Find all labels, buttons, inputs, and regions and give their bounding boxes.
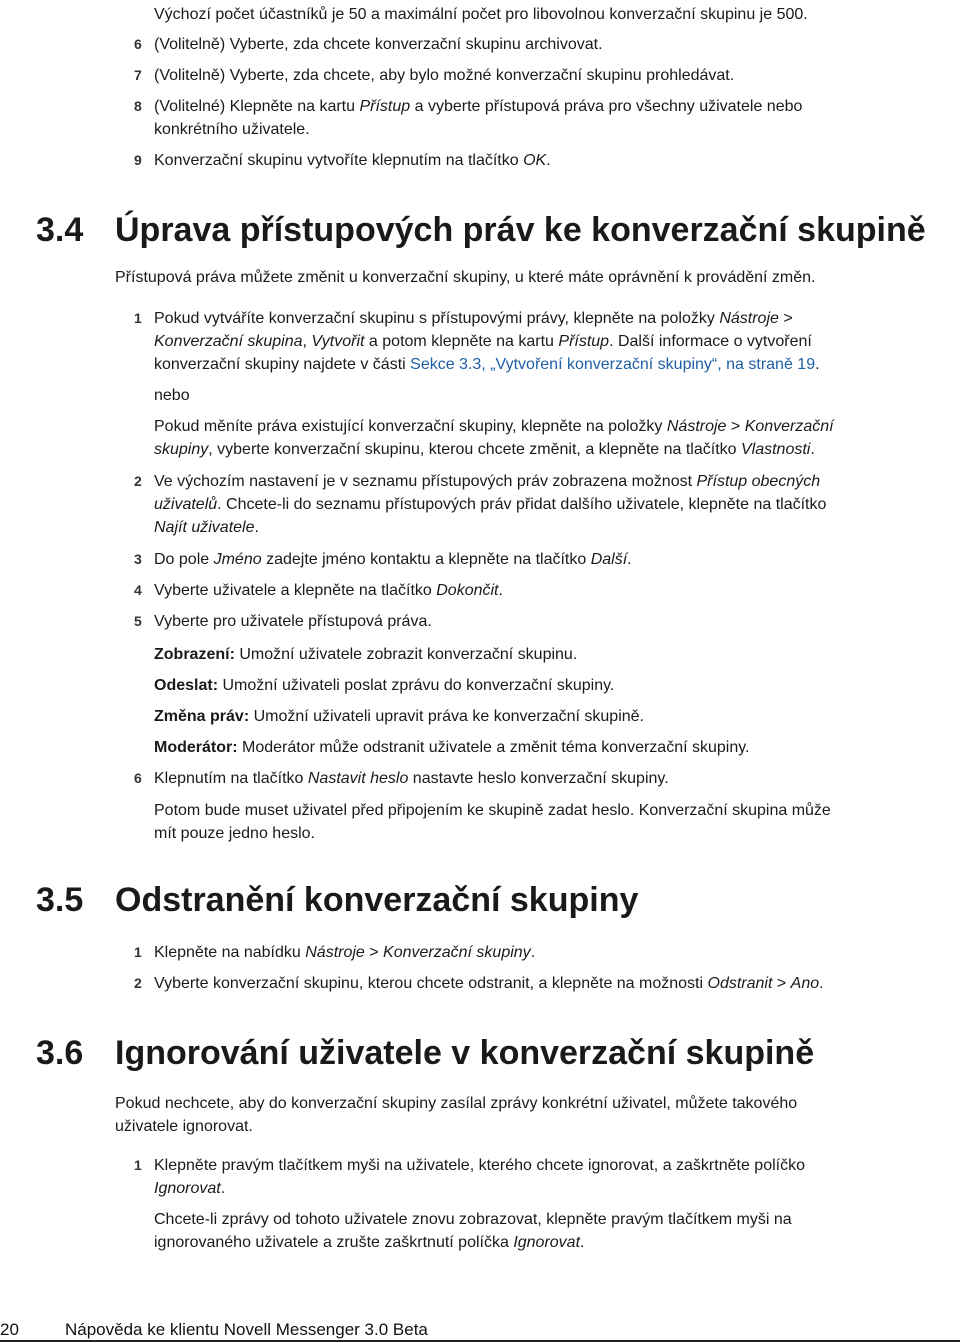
section-intro: Přístupová práva můžete změnit u konverzační skupiny, u které máte oprávnění k provádění změn. [115, 269, 816, 286]
step-text: (Volitelně) Vyberte, zda chcete konverzační skupinu archivovat. [154, 36, 603, 53]
step-number: 1 [134, 310, 142, 326]
section-number: 3.4 [36, 211, 84, 249]
or-separator: nebo [154, 387, 190, 404]
step-number: 1 [134, 1157, 142, 1173]
footer-title: Nápověda ke klientu Novell Messenger 3.0 Beta [65, 1320, 428, 1339]
step-text: Do pole Jméno zadejte jméno kontaktu a klepněte na tlačítko Další. [154, 551, 632, 568]
step-text-alt: Pokud měníte práva existující konverzační skupiny, klepněte na položky Nástroje > Konverzační skupiny, vyberte konverzační skupinu, kterou chcete změnit, a klepněte na tlačítko Vlastnosti. [154, 418, 834, 458]
right-view: Zobrazení: Umožní uživatele zobrazit konverzační skupinu. [154, 646, 578, 663]
step-number: 9 [134, 152, 142, 168]
intro-participants: Výchozí počet účastníků je 50 a maximální počet pro libovolnou konverzační skupinu je 500. [154, 6, 808, 23]
step-number: 1 [134, 944, 142, 960]
step-text: (Volitelné) Klepněte na kartu Přístup a vyberte přístupová práva pro všechny uživatele nebo konkrétního uživatele. [154, 98, 803, 138]
step-number: 6 [134, 36, 142, 52]
footer-rule [0, 1340, 960, 1342]
step-text: Vyberte konverzační skupinu, kterou chcete odstranit, a klepněte na možnosti Odstranit > Ano. [154, 975, 824, 992]
section-title: Odstranění konverzační skupiny [115, 881, 639, 919]
cross-reference-link[interactable]: Sekce 3.3, „Vytvoření konverzační skupiny“, na straně 19 [410, 356, 816, 373]
step-text: Pokud vytváříte konverzační skupinu s přístupovými právy, klepněte na položky Nástroje > Konverzační skupina, Vytvořit a potom klepněte na kartu Přístup. Další informace o vytvoření konverzační skupiny najdete v části Sekce 3.3, „Vytvoření konverzační skupiny“, na straně 19. [154, 310, 820, 373]
step-text: Konverzační skupinu vytvoříte klepnutím na tlačítko OK. [154, 152, 551, 169]
page-number: 20 [0, 1320, 19, 1339]
step-text: Klepnutím na tlačítko Nastavit heslo nastavte heslo konverzační skupiny. [154, 770, 669, 787]
step-number: 6 [134, 770, 142, 786]
step-text: Klepněte na nabídku Nástroje > Konverzační skupiny. [154, 944, 536, 961]
step-text: Klepněte pravým tlačítkem myši na uživatele, kterého chcete ignorovat, a zaškrtněte políčko Ignorovat. [154, 1157, 805, 1197]
section-title: Úprava přístupových práv ke konverzační skupině [115, 211, 926, 249]
step-text: Vyberte uživatele a klepněte na tlačítko Dokončit. [154, 582, 503, 599]
right-change-rights: Změna práv: Umožní uživateli upravit práva ke konverzační skupině. [154, 708, 644, 725]
step-number: 3 [134, 551, 142, 567]
section-number: 3.6 [36, 1034, 84, 1072]
step-note: Chcete-li zprávy od tohoto uživatele znovu zobrazovat, klepněte pravým tlačítkem myši na ignorovaného uživatele a zrušte zaškrtnutí políčka Ignorovat. [154, 1211, 792, 1251]
step-number: 8 [134, 98, 142, 114]
section-title: Ignorování uživatele v konverzační skupině [115, 1034, 815, 1072]
step-note: Potom bude muset uživatel před připojením ke skupině zadat heslo. Konverzační skupina může mít pouze jedno heslo. [154, 802, 831, 842]
step-text: (Volitelně) Vyberte, zda chcete, aby bylo možné konverzační skupinu prohledávat. [154, 67, 735, 84]
step-number: 4 [134, 582, 142, 598]
section-number: 3.5 [36, 881, 84, 919]
step-number: 2 [134, 975, 142, 991]
section-intro: Pokud nechcete, aby do konverzační skupiny zasílal zprávy konkrétní uživatel, můžete takového uživatele ignorovat. [115, 1095, 798, 1135]
step-text: Ve výchozím nastavení je v seznamu přístupových práv zobrazena možnost Přístup obecných uživatelů. Chcete-li do seznamu přístupových práv přidat dalšího uživatele, klepněte na tlačítko Najít uživatele. [154, 473, 827, 536]
right-send: Odeslat: Umožní uživateli poslat zprávu do konverzační skupiny. [154, 677, 615, 694]
step-text: Vyberte pro uživatele přístupová práva. [154, 613, 432, 630]
step-number: 7 [134, 67, 142, 83]
step-number: 5 [134, 613, 142, 629]
step-number: 2 [134, 473, 142, 489]
right-moderator: Moderátor: Moderátor může odstranit uživatele a změnit téma konverzační skupiny. [154, 739, 750, 756]
